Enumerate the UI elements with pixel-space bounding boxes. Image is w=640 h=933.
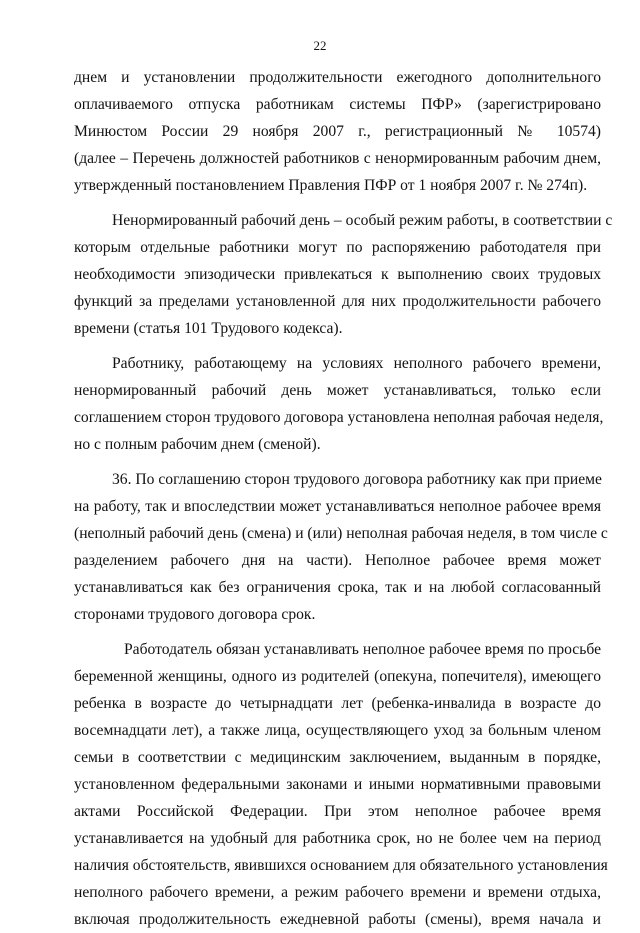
text-line: ребенка в возрасте до четырнадцати лет (ребенка-инвалида в возрасте до bbox=[74, 695, 601, 712]
text-line: Ненормированный рабочий день – особый режим работы, в соответствии с bbox=[112, 212, 613, 229]
text-line: устанавливается на удобный для работника срок, но не более чем на период bbox=[74, 830, 601, 847]
text-line: разделением рабочего дня на части). Неполное рабочее время может bbox=[74, 552, 601, 569]
text-line: оплачиваемого отпуска работникам системы ПФР» (зарегистрировано bbox=[74, 96, 601, 113]
paragraph-3 bbox=[74, 350, 604, 458]
text-line: которым отдельные работники могут по распоряжению работодателя при bbox=[74, 239, 601, 256]
text-line: на работу, так и впоследствии может устанавливаться неполное рабочее время bbox=[74, 498, 601, 515]
text-line: (неполный рабочий день (смена) и (или) неполная рабочая неделя, в том числе с bbox=[74, 525, 608, 542]
text-line: времени (статья 101 Трудового кодекса). bbox=[74, 320, 343, 337]
text-line: включая продолжительность ежедневной работы (смены), время начала и bbox=[74, 911, 601, 928]
text-line: Работодатель обязан устанавливать неполное рабочее время по просьбе bbox=[124, 641, 601, 658]
text-line: но с полным рабочим днем (сменой). bbox=[74, 436, 321, 453]
text-line: (далее – Перечень должностей работников с ненормированным рабочим днем, bbox=[74, 150, 601, 167]
text-line: восемнадцати лет), а также лица, осуществляющего уход за больным членом bbox=[74, 722, 601, 739]
paragraph-5 bbox=[74, 636, 608, 933]
paragraph-2 bbox=[74, 207, 613, 342]
page-number: 22 bbox=[313, 38, 327, 53]
text-line: неполного рабочего времени, а режим рабочего времени и времени отдыха, bbox=[74, 884, 601, 901]
text-line: сторонами трудового договора срок. bbox=[74, 606, 316, 623]
text-line: актами Российской Федерации. При этом неполное рабочее время bbox=[74, 803, 601, 820]
text-line: Минюстом России 29 ноября 2007 г., регистрационный № 10574) bbox=[74, 123, 601, 140]
text-line: ненормированный рабочий день может устанавливаться, только если bbox=[74, 382, 601, 399]
text-line: необходимости эпизодически привлекаться к выполнению своих трудовых bbox=[74, 266, 601, 283]
document-body bbox=[74, 64, 613, 933]
text-line: семьи в соответствии с медицинским заключением, выданным в порядке, bbox=[74, 749, 601, 766]
paragraph-1 bbox=[74, 64, 601, 199]
text-line: установленном федеральными законами и иными нормативными правовыми bbox=[74, 776, 601, 793]
text-line: функций за пределами установленной для них продолжительности рабочего bbox=[74, 293, 601, 310]
text-line: устанавливаться как без ограничения срока, так и на любой согласованный bbox=[74, 579, 601, 596]
text-line: наличия обстоятельств, явившихся основанием для обязательного установления bbox=[74, 857, 608, 874]
text-line: беременной женщины, одного из родителей (опекуна, попечителя), имеющего bbox=[74, 668, 601, 685]
text-line: Работнику, работающему на условиях неполного рабочего времени, bbox=[112, 355, 601, 372]
text-line: соглашением сторон трудового договора установлена неполная рабочая неделя, bbox=[74, 409, 604, 426]
text-line: 36. По соглашению сторон трудового договора работнику как при приеме bbox=[112, 471, 602, 488]
paragraph-4-item-36 bbox=[74, 466, 608, 628]
text-line: утвержденный постановлением Правления ПФР от 1 ноября 2007 г. № 274п). bbox=[74, 177, 588, 194]
text-line: днем и установлении продолжительности ежегодного дополнительного bbox=[74, 69, 601, 86]
